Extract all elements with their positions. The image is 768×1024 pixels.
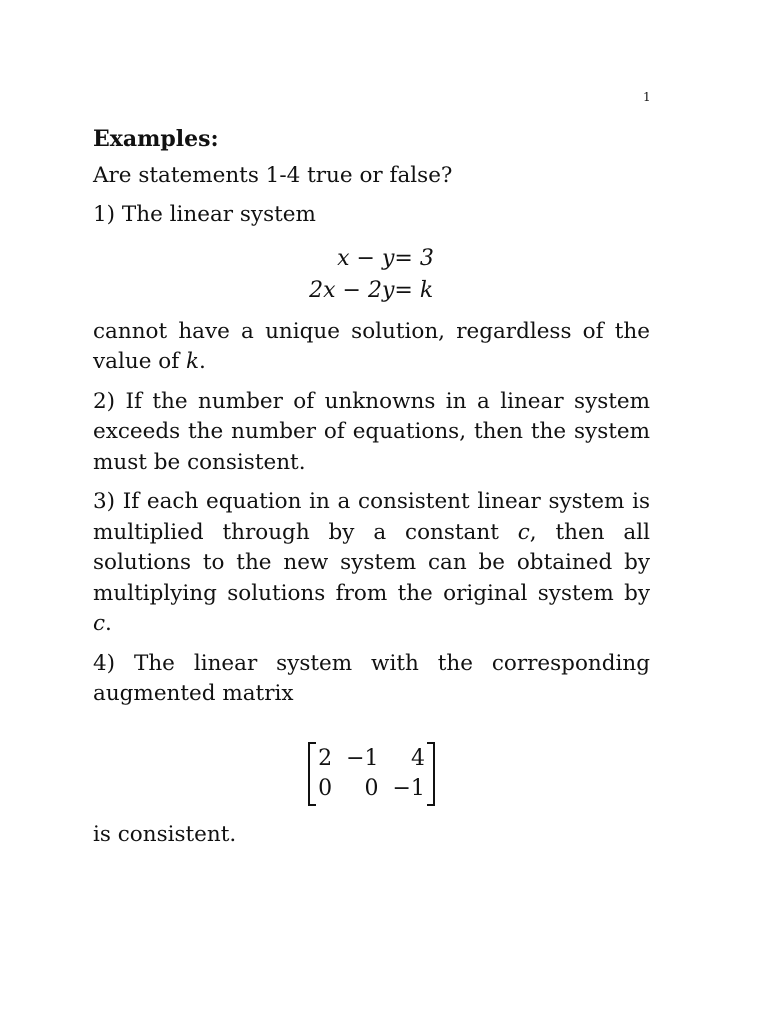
heading: Examples: — [93, 126, 219, 152]
page-number: 1 — [643, 90, 651, 104]
statement-4-lead: 4) The linear system with the corresponding augmented matrix — [93, 650, 650, 706]
statement-3-end: . — [105, 611, 112, 636]
statement-3-var1: c — [517, 519, 530, 545]
equation-2-lhs: 2x − 2y — [309, 277, 395, 303]
statement-3-part2: , then all solutions to the new system can be obtained by multiplying solutions from the original system by — [93, 519, 650, 606]
equation-1-rhs: = 3 — [394, 245, 434, 271]
augmented-matrix-wrap — [93, 742, 650, 806]
matrix-cell: 0 — [318, 775, 333, 801]
equation-system — [192, 243, 552, 307]
statement-2: 2) If the number of unknowns in a linear system exceeds the number of equations, then the system must be consistent. — [93, 388, 650, 475]
statement-3 — [93, 487, 650, 640]
statement-1-end: . — [199, 349, 206, 374]
matrix-cell: 4 — [410, 745, 425, 771]
matrix-cell: 0 — [364, 775, 379, 801]
statement-3-var2: c — [93, 611, 106, 636]
augmented-matrix — [308, 742, 435, 806]
intro-text: Are statements 1-4 true or false? — [93, 162, 453, 188]
statement-1-after: cannot have a unique solution, regardless of the value of — [93, 318, 650, 374]
equation-1-lhs: x − y — [337, 245, 395, 271]
statement-4-after: is consistent. — [93, 821, 237, 847]
matrix-cell: 2 — [318, 745, 333, 771]
matrix-cell: −1 — [392, 775, 425, 801]
statement-1-var: k — [185, 349, 200, 374]
statement-1-lead: 1) The linear system — [93, 202, 316, 227]
statement-1-text — [93, 317, 650, 378]
document-body — [93, 124, 650, 859]
statement-3-part1: 3) If each equation in a consistent linear system is multiplied through by a constant — [93, 489, 650, 545]
matrix-cell: −1 — [346, 745, 379, 771]
equation-2-rhs: = k — [394, 277, 434, 303]
